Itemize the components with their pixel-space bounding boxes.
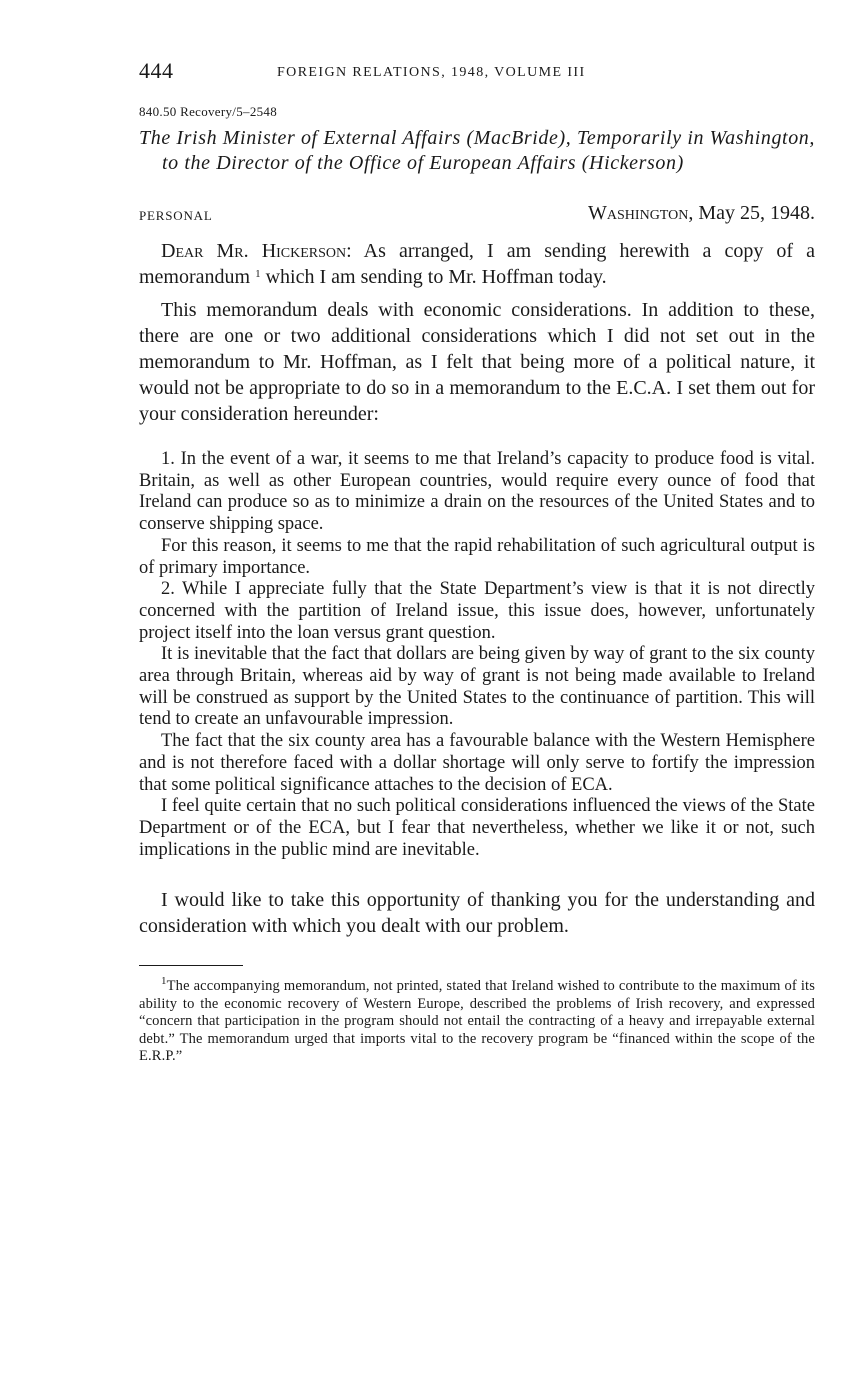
letter-date: , May 25, 1948. bbox=[688, 202, 815, 224]
salutation: Dear Mr. Hickerson bbox=[161, 240, 347, 262]
dateline bbox=[139, 202, 815, 230]
classification-label: PERSONAL bbox=[139, 208, 213, 223]
footnote-divider bbox=[139, 965, 243, 966]
consideration-paragraph: 1. In the event of a war, it seems to me that Ireland’s capacity to produce food is vital. Britain, as well as other European countries, would require every ounce of food that Ireland can produce so as to minimize a drain on the resources of the United States and to conserve shipping space. bbox=[139, 449, 815, 535]
document-title: The Irish Minister of External Affairs (MacBride), Temporarily in Washington, to the Director of the Office of European Affairs (Hickerson) bbox=[139, 127, 816, 174]
page-header bbox=[139, 58, 815, 92]
footnote-reference[interactable]: 1 bbox=[255, 268, 261, 280]
footnote-text: The accompanying memorandum, not printed, stated that Ireland wished to contribute to the maximum of its ability to the economic recovery of Western Europe, described the problems of Irish recovery, and expressed “concern that participation in the program should not entail the contracting of a heavy and irrepayable external debt.” The memorandum urged that imports vital to the recovery program be “financed within the scope of the E.R.P.” bbox=[139, 978, 815, 1065]
place-date bbox=[588, 202, 815, 225]
consideration-paragraph: 2. While I appreciate fully that the State Department’s view is that it is not directly concerned with the partition of Ireland issue, this issue does, however, unfortunately project itself into the loan versus grant question. bbox=[139, 579, 815, 643]
consideration-paragraph: The fact that the six county area has a favourable balance with the Western Hemisphere and is not therefore faced with a dollar shortage will only serve to fortify the impression that some political significance attaches to the decision of ECA. bbox=[139, 731, 815, 795]
running-head: FOREIGN RELATIONS, 1948, VOLUME III bbox=[277, 65, 586, 80]
opening-paragraph bbox=[139, 238, 815, 290]
consideration-paragraph: For this reason, it seems to me that the rapid rehabilitation of such agricultural output is of primary importance. bbox=[139, 535, 815, 578]
consideration-paragraph: It is inevitable that the fact that dollars are being given by way of grant to the six county area through Britain, whereas aid by way of grant is not being made available to Ireland will be construed as support by the United States to the continuance of partition. This will tend to create an unfavourable impression. bbox=[139, 644, 815, 730]
file-reference: 840.50 Recovery/5–2548 bbox=[139, 104, 278, 119]
footnote bbox=[139, 975, 815, 1066]
opening-text: : As arranged, I am sending herewith a copy of a memorandum bbox=[139, 240, 816, 288]
body-paragraph: This memorandum deals with economic considerations. In addition to these, there are one or two additional considerations which I did not set out in the memorandum to Mr. Hoffman, as I felt that being more of a political nature, it would not be appropriate to do so in a memorandum to the E.C.A. I set them out for your consideration hereunder: bbox=[139, 299, 815, 425]
place-name: Washington bbox=[588, 202, 689, 224]
document-page bbox=[139, 58, 815, 1080]
consideration-paragraph: I feel quite certain that no such political considerations influenced the views of the State Department or of the ECA, but I fear that nevertheless, whether we like it or not, such implications in the public mind are inevitable. bbox=[139, 796, 815, 860]
page-number: 444 bbox=[139, 58, 174, 83]
closing-paragraph: I would like to take this opportunity of thanking you for the understanding and consideration with which you dealt with our problem. bbox=[139, 889, 815, 938]
opening-text-continued: which I am sending to Mr. Hoffman today. bbox=[260, 266, 607, 288]
footnote-mark: 1 bbox=[161, 975, 167, 988]
considerations-list bbox=[139, 449, 815, 861]
